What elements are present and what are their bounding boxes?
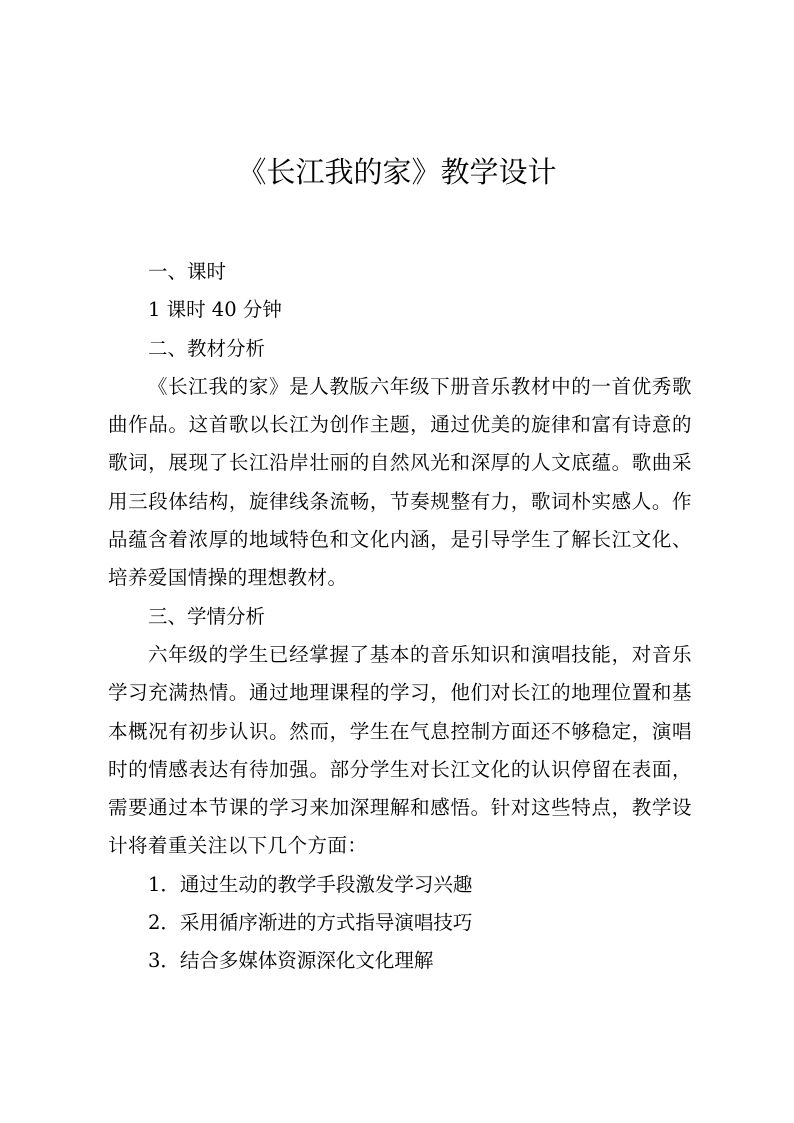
- document-body: [108, 253, 692, 981]
- list-item: 2．采用循序渐进的方式指导演唱技巧: [148, 911, 473, 935]
- section-heading-material-analysis: 二、教材分析: [148, 336, 266, 360]
- list-item: 3．结合多媒体资源深化文化理解: [148, 949, 434, 973]
- material-analysis-paragraph: 《长江我的家》是人教版六年级下册音乐教材中的一首优秀歌曲作品。这首歌以长江为创作主题，通过优美的旋律和富有诗意的歌词，展现了长江沿岸壮丽的自然风光和深厚的人文底蕴。歌曲采用三段体结构，旋律线条流畅，节奏规整有力，歌词朴实感人。作品蕴含着浓厚的地域特色和文化内涵，是引导学生了解长江文化、培养爱国情操的理想教材。: [108, 374, 692, 590]
- section-heading-class-hours: 一、课时: [148, 260, 227, 283]
- student-analysis-paragraph: 六年级的学生已经掌握了基本的音乐知识和演唱技能，对音乐学习充满热情。通过地理课程的学习，他们对长江的地理位置和基本概况有初步认识。然而，学生在气息控制方面还不够稳定，演唱时的情感表达有待加强。部分学生对长江文化的认识停留在表面，需要通过本节课的学习来加深理解和感悟。针对这些特点，教学设计将着重关注以下几个方面：: [108, 642, 692, 858]
- document-title: 《长江我的家》教学设计: [237, 155, 557, 189]
- list-item: 1．通过生动的教学手段激发学习兴趣: [148, 872, 473, 896]
- section-heading-student-analysis: 三、学情分析: [148, 604, 266, 628]
- class-hours-text: 1 课时 40 分钟: [148, 298, 282, 322]
